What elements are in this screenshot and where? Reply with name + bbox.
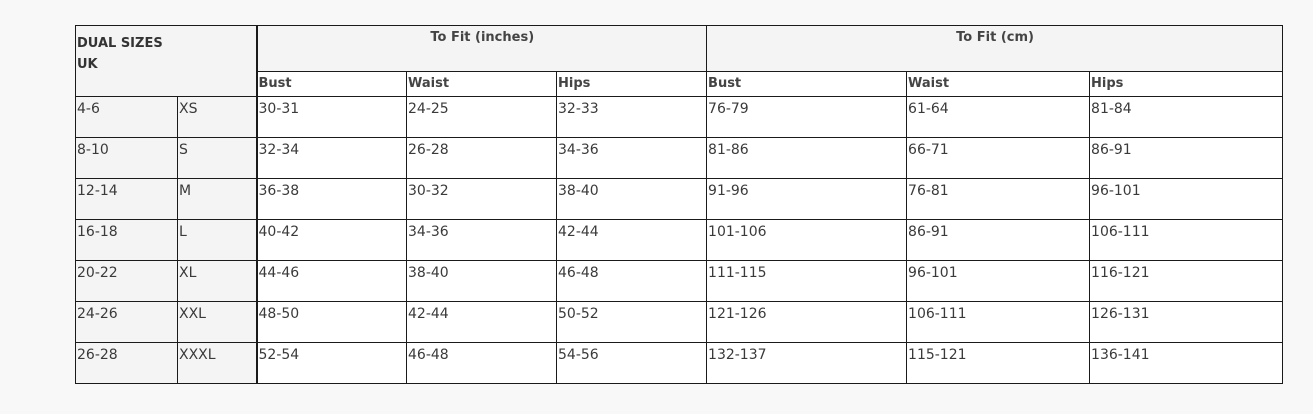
waist-inches-cell: 38-40 — [407, 261, 557, 302]
cm-group-header: To Fit (cm) — [707, 26, 1283, 72]
bust-cm-cell: 111-115 — [707, 261, 907, 302]
waist-inches-cell: 30-32 — [407, 179, 557, 220]
waist-inches-cell: 46-48 — [407, 343, 557, 384]
letter-size-cell: XS — [178, 97, 257, 138]
hips-cm-cell: 96-101 — [1090, 179, 1283, 220]
uk-size-cell: 24-26 — [76, 302, 178, 343]
waist-cm-cell: 96-101 — [907, 261, 1090, 302]
waist-cm-cell: 86-91 — [907, 220, 1090, 261]
dual-sizes-header — [76, 26, 257, 97]
hips-cm-cell: 86-91 — [1090, 138, 1283, 179]
bust-inches-cell: 44-46 — [257, 261, 407, 302]
hips-inches-cell: 50-52 — [557, 302, 707, 343]
hips-cm-cell: 106-111 — [1090, 220, 1283, 261]
dual-sizes-label: DUAL SIZES — [77, 36, 163, 51]
bust-cm-cell: 101-106 — [707, 220, 907, 261]
uk-label: UK — [77, 57, 98, 72]
bust-inches-cell: 32-34 — [257, 138, 407, 179]
hips-cm-cell: 126-131 — [1090, 302, 1283, 343]
table-row — [76, 97, 1283, 138]
table-row — [76, 343, 1283, 384]
bust-cm-cell: 81-86 — [707, 138, 907, 179]
hips-cm-cell: 116-121 — [1090, 261, 1283, 302]
uk-size-cell: 20-22 — [76, 261, 178, 302]
hips-inches-cell: 38-40 — [557, 179, 707, 220]
waist-inches-cell: 24-25 — [407, 97, 557, 138]
uk-size-cell: 16-18 — [76, 220, 178, 261]
uk-size-cell: 4-6 — [76, 97, 178, 138]
waist-inches-cell: 34-36 — [407, 220, 557, 261]
inches-group-header: To Fit (inches) — [257, 26, 707, 72]
inches-bust-header: Bust — [257, 72, 407, 97]
letter-size-cell: M — [178, 179, 257, 220]
letter-size-cell: S — [178, 138, 257, 179]
bust-cm-cell: 132-137 — [707, 343, 907, 384]
uk-size-cell: 26-28 — [76, 343, 178, 384]
hips-cm-cell: 81-84 — [1090, 97, 1283, 138]
hips-inches-cell: 54-56 — [557, 343, 707, 384]
bust-cm-cell: 76-79 — [707, 97, 907, 138]
bust-cm-cell: 91-96 — [707, 179, 907, 220]
group-header-row — [76, 26, 1283, 72]
letter-size-cell: XXL — [178, 302, 257, 343]
hips-cm-cell: 136-141 — [1090, 343, 1283, 384]
waist-inches-cell: 42-44 — [407, 302, 557, 343]
cm-waist-header: Waist — [907, 72, 1090, 97]
letter-size-cell: XXXL — [178, 343, 257, 384]
waist-cm-cell: 66-71 — [907, 138, 1090, 179]
hips-inches-cell: 34-36 — [557, 138, 707, 179]
bust-inches-cell: 48-50 — [257, 302, 407, 343]
column-header-row — [76, 72, 1283, 97]
table-row — [76, 220, 1283, 261]
bust-inches-cell: 30-31 — [257, 97, 407, 138]
hips-inches-cell: 46-48 — [557, 261, 707, 302]
size-chart-table — [75, 25, 1283, 384]
bust-inches-cell: 36-38 — [257, 179, 407, 220]
table-row — [76, 261, 1283, 302]
bust-inches-cell: 40-42 — [257, 220, 407, 261]
bust-inches-cell: 52-54 — [257, 343, 407, 384]
letter-size-cell: L — [178, 220, 257, 261]
uk-size-cell: 8-10 — [76, 138, 178, 179]
hips-inches-cell: 42-44 — [557, 220, 707, 261]
waist-inches-cell: 26-28 — [407, 138, 557, 179]
table-row — [76, 302, 1283, 343]
bust-cm-cell: 121-126 — [707, 302, 907, 343]
cm-bust-header: Bust — [707, 72, 907, 97]
waist-cm-cell: 115-121 — [907, 343, 1090, 384]
letter-size-cell: XL — [178, 261, 257, 302]
inches-hips-header: Hips — [557, 72, 707, 97]
cm-hips-header: Hips — [1090, 72, 1283, 97]
hips-inches-cell: 32-33 — [557, 97, 707, 138]
waist-cm-cell: 76-81 — [907, 179, 1090, 220]
uk-size-cell: 12-14 — [76, 179, 178, 220]
table-row — [76, 138, 1283, 179]
waist-cm-cell: 106-111 — [907, 302, 1090, 343]
inches-waist-header: Waist — [407, 72, 557, 97]
table-row — [76, 179, 1283, 220]
waist-cm-cell: 61-64 — [907, 97, 1090, 138]
